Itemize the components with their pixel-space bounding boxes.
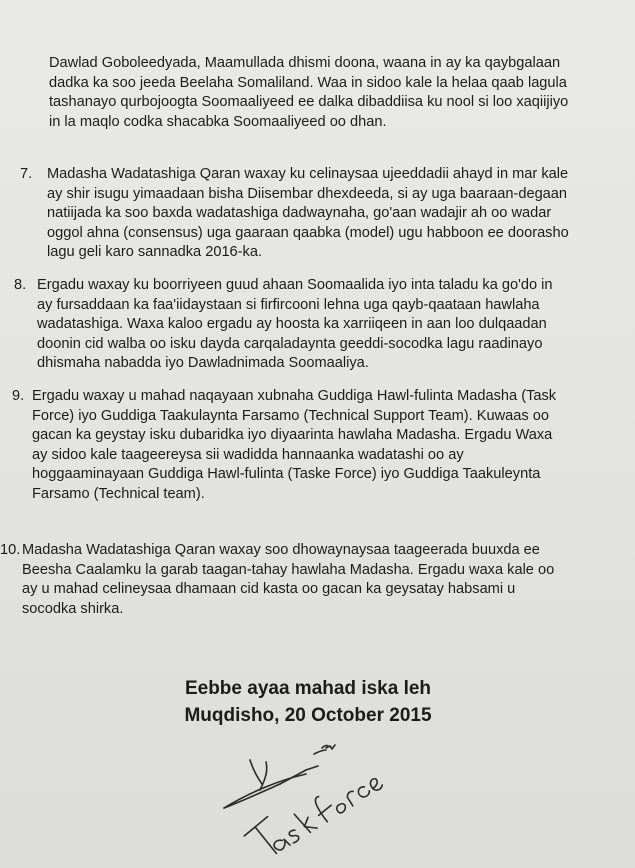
text-line: tashanayo qurbojoogta Soomaaliyeed ee dalka dibaddiisa ku nool si loo xaqiijiyo [49, 94, 569, 111]
text-line: ay shir isugu yimaadaan bisha Diisembar dhexdeeda, si ay uga baaraan-degaan [47, 185, 568, 202]
text-line: dhismaha nabadda iyo Dawladnimada Soomaaliya. [37, 355, 369, 372]
text-line: Madasha Wadatashiga Qaran waxay soo dhowaynaysaa taageerada buuxda ee [22, 542, 540, 558]
text-line: gacan ka geystay isku dubaridka iyo diyaarinta hawlaha Madasha. Ergadu Waxa [32, 427, 553, 444]
text-line: Beesha Caalamku la garab taagan-tahay hawlaha Madasha. Ergadu waxa kale oo [22, 561, 555, 578]
text-line: socodka shirka. [22, 600, 124, 617]
text-line: Force) iyo Guddiga Taakulaynta Farsamo (Technical Support Team). Kuwaas oo [32, 407, 549, 424]
item-paragraph-10 [22, 541, 554, 619]
text-line: doonin cid walba oo isku dayda carqaladaynta geeddi-socodka lagu raadinayo [37, 335, 543, 352]
text-line: ay u mahad celineysaa dhamaan cid kasta oo gacan ka geysatay habsami u [22, 581, 516, 598]
text-line: lagu geli karo sannadka 2016-ka. [47, 244, 263, 261]
text-line: ay sidoo kale taageereysa sii wadidda hannaanka wadatashi oo ay [32, 446, 464, 463]
item-number: 9. [12, 388, 25, 404]
item-paragraph-9 [32, 387, 556, 505]
item-number: 8. [14, 277, 27, 293]
text-line: Ergadu waxay ku boorriyeen guud ahaan Soomaalida iyo inta taladu ka go'do in [37, 277, 553, 293]
text-line: oggol ahna (consensus) uga gaaraan qaabka (model) ugu habboon ee doorasho [47, 224, 569, 241]
closing-thanks: Eebbe ayaa mahad iska leh [184, 678, 432, 699]
text-line: ay fursaddaan ka faa'iidaystaan si firfircooni lehna uga qayb-qaataan hawlaha [37, 296, 540, 313]
text-line: Madasha Wadatashiga Qaran waxay ku celinaysaa ujeeddadii ahayd in mar kale [47, 166, 569, 182]
text-line: dadka ka soo jeeda Beelaha Somaliland. Waa in sidoo kale la helaa qaab lagula [49, 74, 567, 91]
text-line: in la maqlo codka shacabka Soomaaliyeed oo dhan. [49, 113, 387, 130]
text-line: Dawlad Goboleedyada, Maamullada dhismi doona, waana in ay ka qaybgalaan [49, 55, 561, 71]
text-line: hoggaaminayaan Guddiga Hawl-fulinta (Taske Force) iyo Guddiga Taakuleynta [32, 466, 541, 483]
item-paragraph-8 [37, 276, 553, 374]
text-line: Ergadu waxay u mahad naqayaan xubnaha Guddiga Hawl-fulinta Madasha (Task [32, 388, 557, 404]
text-line: wadatashiga. Waxa kaloo ergadu ay hoosta ka xarriiqeen in aan loo dulqaadan [37, 316, 547, 333]
signature-icon [210, 740, 410, 868]
item-number: 7. [20, 166, 33, 182]
intro-paragraph [49, 54, 568, 132]
item-number: 10. [0, 542, 21, 558]
item-paragraph-7 [47, 165, 569, 263]
text-line: natiijada ka soo baxda wadatashiga dadwaynaha, go'aan wadajir ah oo wadar [47, 205, 552, 222]
closing-place-date: Muqdisho, 20 October 2015 [184, 705, 432, 726]
text-line: Farsamo (Technical team). [32, 485, 205, 502]
